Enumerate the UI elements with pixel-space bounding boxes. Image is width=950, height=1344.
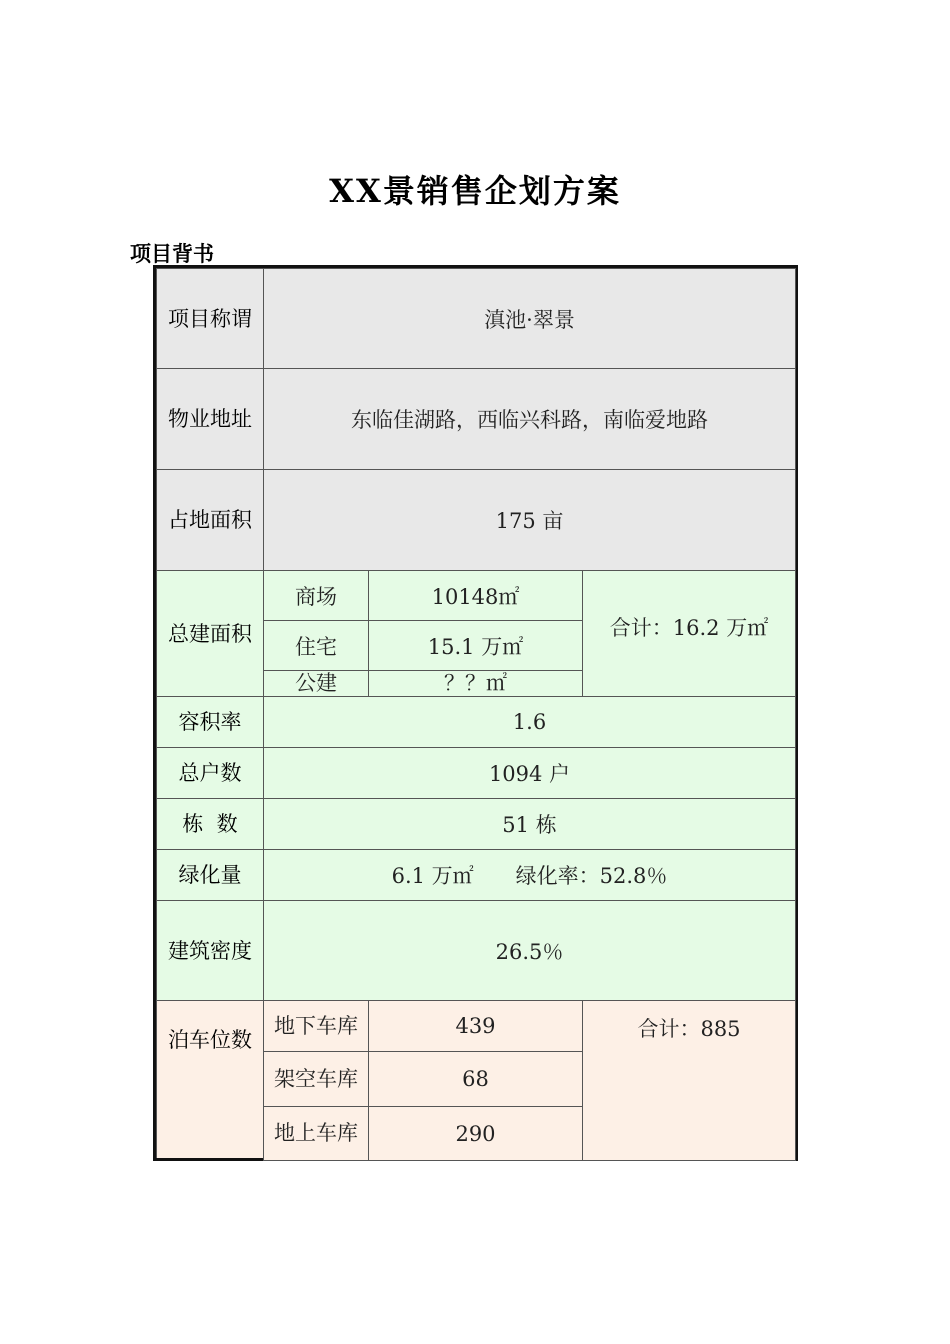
households-value: 1094 户 (264, 748, 796, 799)
buildings-label: 栋 数 (157, 799, 264, 850)
build-item-value: 15.1 万㎡ (369, 621, 583, 671)
project-table (153, 265, 798, 1161)
address-value: 东临佳湖路，西临兴科路，南临爱地路 (264, 369, 796, 470)
plot-ratio-value: 1.6 (264, 697, 796, 748)
build-area-total: 合计：16.2 万㎡ (583, 571, 796, 697)
row-address (157, 369, 796, 470)
build-item-value: 10148㎡ (369, 571, 583, 621)
parking-item-label: 地下车库 (264, 1001, 369, 1052)
row-project-name (157, 269, 796, 369)
plot-ratio-label: 容积率 (157, 697, 264, 748)
row-plot-ratio (157, 697, 796, 748)
households-label: 总户数 (157, 748, 264, 799)
parking-total: 合计：885 (583, 1001, 796, 1161)
row-households (157, 748, 796, 799)
land-area-label: 占地面积 (157, 470, 264, 571)
parking-item-value: 439 (369, 1001, 583, 1052)
row-buildings (157, 799, 796, 850)
row-density (157, 901, 796, 1001)
parking-label: 泊车位数 (157, 1001, 264, 1161)
build-item-label: 公建 (264, 671, 369, 697)
greening-value: 6.1 万㎡ 绿化率：52.8％ (264, 850, 796, 901)
parking-item-value: 290 (369, 1107, 583, 1161)
density-label: 建筑密度 (157, 901, 264, 1001)
project-name-value: 滇池·翠景 (264, 269, 796, 369)
build-area-label: 总建面积 (157, 571, 264, 697)
build-item-label: 商场 (264, 571, 369, 621)
row-land-area (157, 470, 796, 571)
row-parking-1 (157, 1001, 796, 1052)
parking-item-value: 68 (369, 1052, 583, 1107)
row-greening (157, 850, 796, 901)
project-name-label: 项目称谓 (157, 269, 264, 369)
parking-item-label: 地上车库 (264, 1107, 369, 1161)
section-heading: 项目背书 (130, 242, 214, 266)
address-label: 物业地址 (157, 369, 264, 470)
density-value: 26.5％ (264, 901, 796, 1001)
build-item-label: 住宅 (264, 621, 369, 671)
buildings-value: 51 栋 (264, 799, 796, 850)
page-title: XX景销售企划方案 (329, 172, 621, 210)
table-bottom-rule (153, 1158, 263, 1161)
land-area-value: 175 亩 (264, 470, 796, 571)
build-item-value: ？？㎡ (369, 671, 583, 697)
row-build-area-1 (157, 571, 796, 621)
parking-item-label: 架空车库 (264, 1052, 369, 1107)
greening-label: 绿化量 (157, 850, 264, 901)
